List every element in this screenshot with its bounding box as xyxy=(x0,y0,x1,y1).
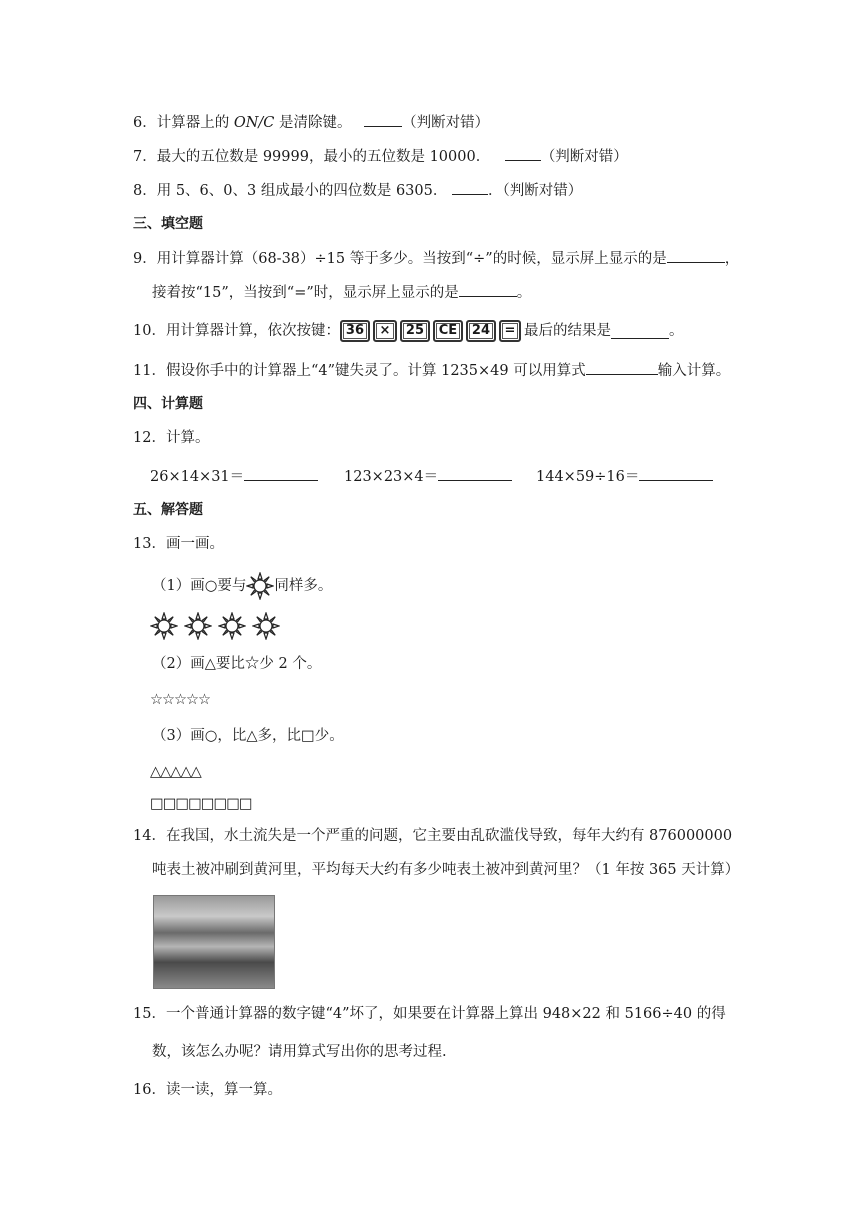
answer-blank[interactable] xyxy=(452,180,488,195)
question-9: 9．用计算器计算（68-38）÷15 等于多少。当按到“÷”的时候，显示屏上显示的是 ， xyxy=(133,248,739,269)
section-heading-word-problems: 五、解答题 xyxy=(133,502,203,518)
calc-key-ce: CE xyxy=(433,320,463,342)
expression-2: 123×23×4＝ xyxy=(344,466,512,487)
triangles-row: △△△△△ xyxy=(150,764,201,780)
question-13-part-3: （3）画○，比△多，比□少。 xyxy=(152,728,344,744)
question-14: 14．在我国，水土流失是一个严重的问题，它主要由乱砍滥伐导致，每年大约有 876000000 xyxy=(133,828,733,844)
calc-key-36: 36 xyxy=(340,320,370,342)
section-heading-calculation: 四、计算题 xyxy=(133,396,203,412)
question-15: 15．一个普通计算器的数字键“4”坏了，如果要在计算器上算出 948×22 和 5166÷40 的得 xyxy=(133,1006,726,1022)
question-16: 16．读一读，算一算。 xyxy=(133,1082,282,1098)
sun-icon xyxy=(252,612,280,640)
calc-key-25: 25 xyxy=(400,320,430,342)
calc-key-multiply: × xyxy=(373,320,397,342)
question-13-part-2: （2）画△要比☆少 2 个。 xyxy=(152,656,322,672)
squares-row: □□□□□□□□ xyxy=(150,796,252,812)
question-7: 7．最大的五位数是 99999，最小的五位数是 10000． （判断对错） xyxy=(133,146,628,167)
sun-row xyxy=(150,612,286,642)
expression-1: 26×14×31＝ xyxy=(150,466,318,487)
question-8: 8．用 5、6、0、3 组成最小的四位数是 6305． ．（判断对错） xyxy=(133,180,582,201)
answer-blank[interactable] xyxy=(364,112,402,127)
calc-key-equals: = xyxy=(499,320,521,342)
yellow-river-photo xyxy=(153,895,275,989)
calc-key-24: 24 xyxy=(466,320,496,342)
answer-blank[interactable] xyxy=(611,324,669,339)
question-12: 12．计算。 xyxy=(133,430,210,446)
question-11: 11．假设你手中的计算器上“4”键失灵了。计算 1235×49 可以用算式 输入计算。 xyxy=(133,360,730,381)
answer-blank[interactable] xyxy=(586,360,658,375)
on-c-key-name: ON/C xyxy=(233,115,275,131)
answer-blank[interactable] xyxy=(244,466,318,481)
question-9-line-2: 接着按“15”，当按到“=”时，显示屏上显示的是 。 xyxy=(152,282,531,303)
sun-icon xyxy=(150,612,178,640)
answer-blank[interactable] xyxy=(667,248,725,263)
question-13: 13．画一画。 xyxy=(133,536,224,552)
question-10: 10．用计算器计算，依次按键： 36 × 25 CE 24 = 最后的结果是 。 xyxy=(133,320,683,342)
answer-blank[interactable] xyxy=(505,146,541,161)
sun-icon xyxy=(184,612,212,640)
answer-blank[interactable] xyxy=(639,466,713,481)
question-6: 6．计算器上的 ON/C 是清除键。 （判断对错） xyxy=(133,112,489,133)
expression-3: 144×59÷16＝ xyxy=(536,466,713,487)
question-14-line-2: 吨表土被冲刷到黄河里，平均每天大约有多少吨表土被冲到黄河里？（1 年按 365 天计算） xyxy=(152,862,740,878)
stars-row: ☆☆☆☆☆ xyxy=(150,692,210,708)
sun-icon xyxy=(246,572,274,600)
answer-blank[interactable] xyxy=(438,466,512,481)
section-heading-fill-in: 三、填空题 xyxy=(133,216,203,232)
question-13-part-1: （1）画○要与 同样多。 xyxy=(152,572,332,600)
answer-blank[interactable] xyxy=(459,282,517,297)
sun-icon xyxy=(218,612,246,640)
question-15-line-2: 数，该怎么办呢？请用算式写出你的思考过程. xyxy=(152,1044,447,1060)
